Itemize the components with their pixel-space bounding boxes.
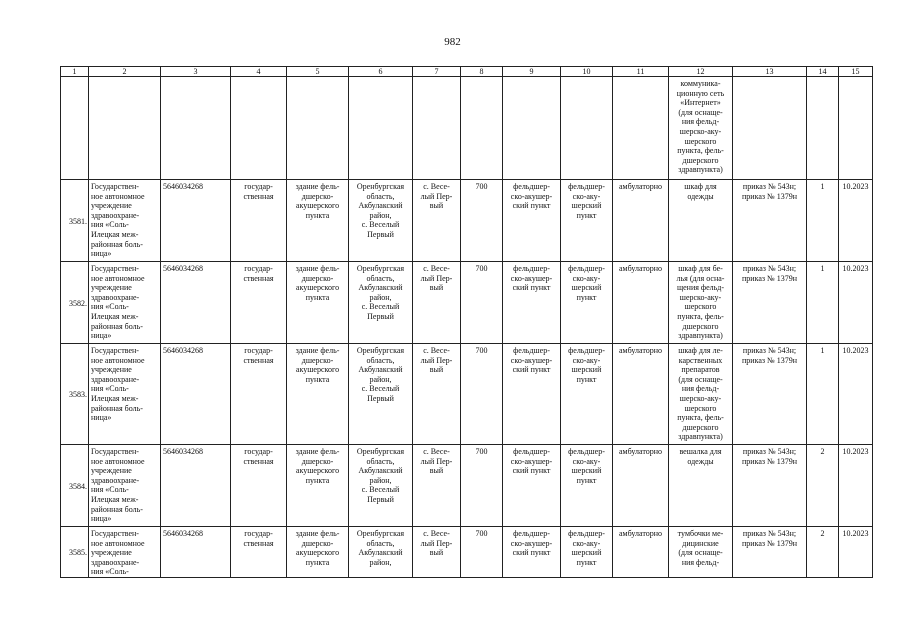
quantity-cell: 1 — [807, 180, 839, 262]
empty-cell — [231, 77, 287, 180]
col-header-14: 14 — [807, 67, 839, 77]
building-cell: здание фель- дшерско- акушерского пункта — [287, 262, 349, 344]
code-cell: 700 — [461, 527, 503, 578]
settlement-cell: с. Весе- лый Пер- вый — [413, 180, 461, 262]
code-cell: 700 — [461, 180, 503, 262]
empty-cell — [733, 77, 807, 180]
ownership-cell: госудаp- ственная — [231, 262, 287, 344]
empty-cell — [89, 77, 161, 180]
page-number: 982 — [444, 36, 461, 48]
row-number-cell: 3584. — [61, 445, 89, 527]
table-row — [61, 445, 873, 527]
table-row — [61, 262, 873, 344]
care-type-cell: амбулаторно — [613, 445, 669, 527]
empty-cell — [503, 77, 561, 180]
continuation-row — [61, 77, 873, 180]
table-row — [61, 527, 873, 578]
code-cell: 700 — [461, 262, 503, 344]
address-cell: Оренбургская область, Акбулакский район, — [349, 527, 413, 578]
settlement-cell: с. Весе- лый Пер- вый — [413, 527, 461, 578]
ownership-cell: госудаp- ственная — [231, 180, 287, 262]
ownership-cell: госудаp- ственная — [231, 527, 287, 578]
organization-cell: Государствен- ное автономное учреждение здравоохране- ния «Соль- Илецкая меж- районная боль- ница» — [89, 344, 161, 445]
unit-cell: фельдшер- ско-акушер- ский пункт — [503, 527, 561, 578]
inn-cell: 5646034268 — [161, 262, 231, 344]
inn-cell: 5646034268 — [161, 344, 231, 445]
address-cell: Оренбургская область, Акбулакский район, с. Веселый Первый — [349, 445, 413, 527]
item-cell: шкаф для одежды — [669, 180, 733, 262]
address-cell: Оренбургская область, Акбулакский район, с. Веселый Первый — [349, 344, 413, 445]
order-cell: приказ № 543н; приказ № 1379н — [733, 344, 807, 445]
quantity-cell: 1 — [807, 262, 839, 344]
inn-cell: 5646034268 — [161, 445, 231, 527]
row-number-cell: 3582. — [61, 262, 89, 344]
continuation-item-cell: коммуника- ционную сеть «Интернет» (для оснаще- ния фельд- шерско-аку- шерского пункта, фель- дшерского здравпункта) — [669, 77, 733, 180]
item-cell: тумбочки ме- дицинские (для оснаще- ния фельд- — [669, 527, 733, 578]
organization-cell: Государствен- ное автономное учреждение здравоохране- ния «Соль- Илецкая меж- районная боль- ница» — [89, 262, 161, 344]
quantity-cell: 1 — [807, 344, 839, 445]
inn-cell: 5646034268 — [161, 527, 231, 578]
code-cell: 700 — [461, 445, 503, 527]
row-number-cell: 3583. — [61, 344, 89, 445]
col-header-10: 10 — [561, 67, 613, 77]
care-type-cell: амбулаторно — [613, 527, 669, 578]
care-type-cell: амбулаторно — [613, 180, 669, 262]
unit-cell: фельдшер- ско-акушер- ский пункт — [503, 180, 561, 262]
department-cell: фельдшер- ско-аку- шерский пункт — [561, 180, 613, 262]
column-number-row — [61, 67, 873, 77]
col-header-12: 12 — [669, 67, 733, 77]
ownership-cell: госудаp- ственная — [231, 344, 287, 445]
item-cell: шкаф для ле- карственных препаратов (для оснаще- ния фельд- шерско-аку- шерского пункта, фель- дшерского здравпункта) — [669, 344, 733, 445]
address-cell: Оренбургская область, Акбулакский район, с. Веселый Первый — [349, 180, 413, 262]
inn-cell: 5646034268 — [161, 180, 231, 262]
empty-cell — [61, 77, 89, 180]
order-cell: приказ № 543н; приказ № 1379н — [733, 262, 807, 344]
ownership-cell: госудаp- ственная — [231, 445, 287, 527]
empty-cell — [287, 77, 349, 180]
col-header-6: 6 — [349, 67, 413, 77]
unit-cell: фельдшер- ско-акушер- ский пункт — [503, 344, 561, 445]
building-cell: здание фель- дшерско- акушерского пункта — [287, 344, 349, 445]
row-number-cell: 3585. — [61, 527, 89, 578]
settlement-cell: с. Весе- лый Пер- вый — [413, 344, 461, 445]
order-cell: приказ № 543н; приказ № 1379н — [733, 527, 807, 578]
unit-cell: фельдшер- ско-акушер- ский пункт — [503, 445, 561, 527]
care-type-cell: амбулаторно — [613, 262, 669, 344]
col-header-4: 4 — [231, 67, 287, 77]
col-header-9: 9 — [503, 67, 561, 77]
building-cell: здание фель- дшерско- акушерского пункта — [287, 445, 349, 527]
department-cell: фельдшер- ско-аку- шерский пункт — [561, 527, 613, 578]
col-header-2: 2 — [89, 67, 161, 77]
building-cell: здание фель- дшерско- акушерского пункта — [287, 527, 349, 578]
code-cell: 700 — [461, 344, 503, 445]
quantity-cell: 2 — [807, 527, 839, 578]
document-sheet — [60, 66, 869, 577]
department-cell: фельдшер- ско-аку- шерский пункт — [561, 262, 613, 344]
settlement-cell: с. Весе- лый Пер- вый — [413, 262, 461, 344]
col-header-11: 11 — [613, 67, 669, 77]
date-cell: 10.2023 — [839, 527, 873, 578]
date-cell: 10.2023 — [839, 262, 873, 344]
col-header-13: 13 — [733, 67, 807, 77]
department-cell: фельдшер- ско-аку- шерский пункт — [561, 344, 613, 445]
col-header-8: 8 — [461, 67, 503, 77]
col-header-15: 15 — [839, 67, 873, 77]
empty-cell — [561, 77, 613, 180]
address-cell: Оренбургская область, Акбулакский район, с. Веселый Первый — [349, 262, 413, 344]
col-header-7: 7 — [413, 67, 461, 77]
organization-cell: Государствен- ное автономное учреждение здравоохране- ния «Соль- Илецкая меж- районная боль- ница» — [89, 180, 161, 262]
empty-cell — [413, 77, 461, 180]
empty-cell — [807, 77, 839, 180]
item-cell: вешалка для одежды — [669, 445, 733, 527]
date-cell: 10.2023 — [839, 344, 873, 445]
equipment-table — [60, 66, 873, 578]
order-cell: приказ № 543н; приказ № 1379н — [733, 445, 807, 527]
organization-cell: Государствен- ное автономное учреждение здравоохране- ния «Соль- — [89, 527, 161, 578]
quantity-cell: 2 — [807, 445, 839, 527]
row-number-cell: 3581. — [61, 180, 89, 262]
organization-cell: Государствен- ное автономное учреждение здравоохране- ния «Соль- Илецкая меж- районная боль- ница» — [89, 445, 161, 527]
settlement-cell: с. Весе- лый Пер- вый — [413, 445, 461, 527]
col-header-1: 1 — [61, 67, 89, 77]
building-cell: здание фель- дшерско- акушерского пункта — [287, 180, 349, 262]
table-row — [61, 180, 873, 262]
department-cell: фельдшер- ско-аку- шерский пункт — [561, 445, 613, 527]
empty-cell — [461, 77, 503, 180]
item-cell: шкаф для бе- лья (для осна- щения фельд- шерско-аку- шерского пункта, фель- дшерского здравпункта) — [669, 262, 733, 344]
unit-cell: фельдшер- ско-акушер- ский пункт — [503, 262, 561, 344]
col-header-5: 5 — [287, 67, 349, 77]
col-header-3: 3 — [161, 67, 231, 77]
empty-cell — [839, 77, 873, 180]
date-cell: 10.2023 — [839, 180, 873, 262]
care-type-cell: амбулаторно — [613, 344, 669, 445]
empty-cell — [613, 77, 669, 180]
order-cell: приказ № 543н; приказ № 1379н — [733, 180, 807, 262]
date-cell: 10.2023 — [839, 445, 873, 527]
table-row — [61, 344, 873, 445]
empty-cell — [161, 77, 231, 180]
empty-cell — [349, 77, 413, 180]
